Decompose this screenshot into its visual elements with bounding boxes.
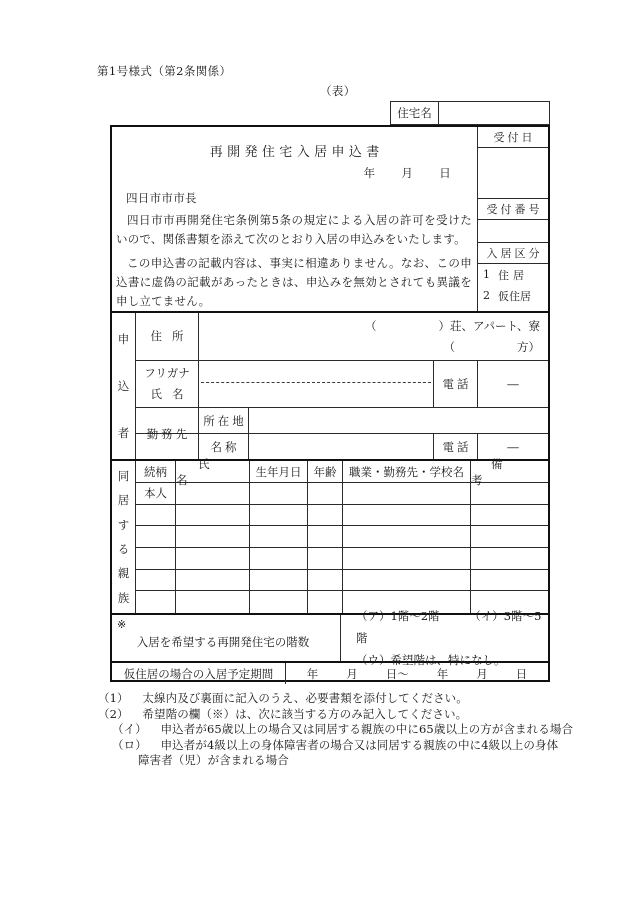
workplace-name-label: 名称: [199, 434, 249, 459]
cell-occupation[interactable]: [343, 505, 471, 526]
occupancy-option-2-number: 2: [483, 289, 490, 302]
applicant-tel-label: 電話: [434, 361, 478, 408]
temp-year-1-label: 年: [306, 666, 319, 681]
col-header-name: 氏名: [176, 461, 250, 482]
receipt-date-field[interactable]: [478, 148, 548, 199]
occupancy-category-label: 入居区分: [478, 243, 548, 264]
temporary-period-section: [112, 663, 548, 684]
cell-name[interactable]: [176, 591, 250, 613]
note-2a-number: （イ）: [112, 722, 147, 736]
cell-name[interactable]: [176, 570, 250, 591]
applicant-address-field[interactable]: [199, 313, 548, 360]
note-2b-text: 申込者が4級以上の身体障害者の場合又は同居する親族の中に4級以上の身体: [160, 737, 559, 752]
note-2-text: 希望階の欄（※）は、次に該当する方のみ記入してください。: [142, 706, 468, 721]
note-2b-number: （ロ）: [112, 737, 147, 752]
table-row: [136, 570, 548, 592]
address-kata-label: 方）: [517, 340, 540, 354]
cell-relation[interactable]: [136, 526, 176, 547]
cell-occupation[interactable]: [343, 548, 471, 569]
cell-name[interactable]: [176, 483, 250, 504]
cell-age[interactable]: [308, 591, 343, 613]
receipt-number-field[interactable]: [478, 220, 548, 243]
col-header-remarks: 備考: [471, 456, 523, 487]
temp-month-1-label: 月: [346, 666, 358, 681]
cell-name[interactable]: [176, 505, 250, 526]
occupancy-option-1-number: 1: [483, 268, 490, 281]
cell-remarks[interactable]: [471, 570, 548, 591]
temporary-period-label: 仮住居の場合の入居予定期間: [112, 663, 286, 684]
floor-preference-section: [112, 609, 548, 667]
application-form-frame: [110, 125, 550, 682]
cell-age[interactable]: [308, 526, 343, 547]
note-line-2b-continued: [98, 753, 568, 769]
floor-preference-options: [341, 609, 548, 667]
cell-age[interactable]: [308, 483, 343, 504]
address-building-type-label: ）荘、アパート、寮: [438, 319, 540, 333]
applicant-vertical-label: [112, 313, 136, 459]
receipt-number-label: 受付番号: [478, 199, 548, 220]
applicant-name-labels: [136, 361, 199, 408]
note-line-2: [98, 707, 568, 723]
declaration-paragraph-1: [116, 211, 472, 249]
applicant-work-address-row: [136, 408, 548, 441]
floor-option-c[interactable]: （ウ）希望階は、特になし。: [356, 653, 506, 667]
cohabitants-header-row: [136, 456, 548, 487]
occupancy-option-2[interactable]: [478, 285, 548, 306]
cell-age[interactable]: [308, 548, 343, 569]
note-line-2a: [98, 722, 574, 738]
workplace-address-label: 所在地: [199, 408, 249, 433]
workplace-address-field[interactable]: [249, 408, 548, 433]
housing-name-box: [390, 101, 550, 125]
table-row: [136, 505, 548, 527]
date-year-label: 年: [363, 166, 376, 180]
note-2-number: （2）: [98, 706, 129, 721]
cell-birthdate[interactable]: [250, 548, 308, 569]
table-row: [136, 526, 548, 548]
document-title: 再開発住宅入居申込書: [209, 145, 384, 160]
form-code-label: 第1号様式（第2条関係）: [97, 64, 232, 78]
applicant-tel-field[interactable]: ―: [507, 376, 519, 391]
temp-day-1-label: 日～: [385, 666, 409, 681]
note-1-number: （1）: [98, 691, 129, 705]
applicant-address-line-1: [199, 318, 540, 334]
occupancy-option-1-label: 住居: [498, 268, 528, 282]
col-header-relation: 続柄: [136, 461, 176, 482]
cohabitants-vertical-label: [112, 461, 136, 613]
cell-relation[interactable]: [136, 505, 176, 526]
receipt-column: [478, 127, 548, 311]
application-date-line: [364, 165, 451, 181]
declaration-paragraph-2: [116, 254, 472, 311]
cell-age[interactable]: [308, 570, 343, 591]
floor-option-a[interactable]: （ア）1階～2階: [356, 609, 440, 623]
cell-relation[interactable]: [136, 591, 176, 613]
cohab-vlabel-char-3: す: [117, 517, 130, 532]
applicant-furigana-label: フリガナ: [144, 365, 190, 380]
cell-birthdate[interactable]: [250, 570, 308, 591]
date-month-label: 月: [401, 166, 414, 180]
cell-relation[interactable]: [136, 570, 176, 591]
note-2a-text: 申込者が65歳以上の場合又は同居する親族の中に65歳以上の方が含まれる場合: [160, 722, 574, 736]
cell-remarks[interactable]: [471, 505, 548, 526]
cohab-vlabel-char-6: 族: [117, 590, 130, 605]
housing-name-field[interactable]: [439, 102, 549, 124]
cell-relation[interactable]: 本人: [136, 483, 176, 504]
cohab-vlabel-char-1: 同: [117, 469, 130, 484]
floor-preference-label-cell: [112, 615, 341, 661]
temp-year-2-label: 年: [436, 666, 449, 681]
furigana-dotted-divider: [201, 382, 431, 383]
cell-remarks[interactable]: [471, 483, 548, 504]
applicant-workplace-label: 勤務先: [136, 408, 199, 459]
applicant-name-field[interactable]: [199, 361, 434, 408]
table-row: [136, 483, 548, 505]
omote-label: （表）: [320, 84, 356, 98]
cohab-vlabel-char-4: る: [117, 542, 130, 557]
receipt-date-label: 受付日: [478, 127, 548, 148]
cell-name[interactable]: [176, 526, 250, 547]
cohabitants-section: [112, 456, 548, 615]
note-line-2b: [98, 738, 568, 754]
cell-birthdate[interactable]: [250, 483, 308, 504]
addressee-label: 四日市市市長: [126, 191, 197, 205]
declaration-body: [112, 127, 478, 311]
floor-options-line-1: [356, 605, 548, 649]
date-day-label: 日: [439, 166, 451, 180]
occupancy-option-2-label: 仮住居: [498, 289, 531, 303]
declaration-paragraph-1-text: 四日市市再開発住宅条例第5条の規定による入居の許可を受けたいので、関係書類を添えて次のとおり入居の申込みをいたします。: [116, 213, 472, 246]
cohab-vlabel-char-2: 居: [117, 493, 130, 508]
declaration-section: [112, 127, 548, 313]
address-paren-open-2: （: [443, 340, 455, 354]
cell-birthdate[interactable]: [250, 505, 308, 526]
cohabitants-table: [136, 456, 548, 613]
workplace-tel-label: 電話: [434, 434, 478, 459]
workplace-name-field[interactable]: [249, 434, 434, 459]
declaration-paragraph-2-text: この申込書の記載内容は、事実に相違ありません。なお、この申込書に虚偽の記載があったときは、申込みを無効とされても異議を申し立てません。: [116, 256, 472, 308]
cell-occupation[interactable]: [343, 483, 471, 504]
applicant-address-line-2: [199, 339, 540, 355]
applicant-address-label: 住所: [136, 313, 199, 360]
cell-birthdate[interactable]: [250, 591, 308, 613]
cohab-vlabel-char-5: 親: [117, 566, 130, 581]
cell-remarks[interactable]: [471, 526, 548, 547]
cell-name[interactable]: [176, 548, 250, 569]
applicant-vlabel-char-1: 申: [117, 332, 130, 347]
applicant-vlabel-char-2: 込: [117, 378, 130, 393]
applicant-rows: [136, 313, 548, 459]
applicant-name-label: 氏名: [150, 386, 194, 401]
footer-notes: [98, 691, 574, 769]
table-row: [136, 548, 548, 570]
asterisk-marker-icon: ※: [117, 618, 127, 631]
applicant-address-row: [136, 313, 548, 361]
occupancy-option-1[interactable]: [478, 264, 548, 285]
workplace-tel-field[interactable]: ―: [507, 439, 519, 454]
temp-month-2-label: 月: [476, 666, 488, 681]
cell-age[interactable]: [308, 505, 343, 526]
temporary-period-field[interactable]: [286, 663, 548, 684]
temp-day-2-label: 日: [515, 666, 528, 681]
address-paren-open-1: （: [364, 319, 377, 333]
cell-occupation[interactable]: [343, 526, 471, 547]
col-header-age: 年齢: [308, 461, 343, 482]
note-line-1: [98, 691, 568, 707]
housing-name-label: 住宅名: [391, 102, 439, 124]
col-header-birthdate: 生年月日: [250, 461, 308, 482]
note-1-text: 太線内及び裏面に記入のうえ、必要書類を添付してください。: [142, 691, 468, 705]
cell-occupation[interactable]: [343, 570, 471, 591]
floor-option-b[interactable]: （イ）3階～5階: [356, 609, 542, 645]
applicant-section: [112, 313, 548, 461]
applicant-vlabel-char-3: 者: [117, 425, 130, 440]
cell-remarks[interactable]: [471, 548, 548, 569]
cell-relation[interactable]: [136, 548, 176, 569]
note-2b-continued-text: 障害者（児）が含まれる場合: [138, 753, 289, 767]
cell-birthdate[interactable]: [250, 526, 308, 547]
floor-preference-label: 入居を希望する再開発住宅の階数: [136, 635, 310, 649]
applicant-name-row: [136, 361, 548, 409]
col-header-occupation: 職業・勤務先・学校名: [343, 461, 471, 482]
